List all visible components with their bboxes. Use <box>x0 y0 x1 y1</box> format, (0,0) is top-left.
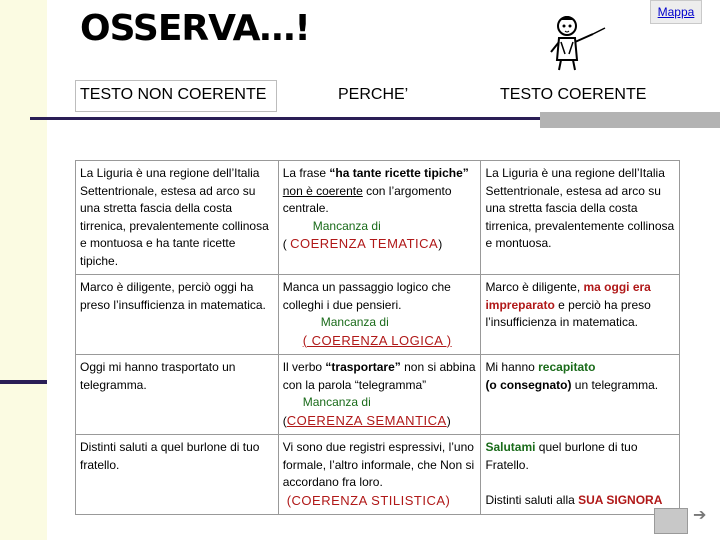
coherence-tag: (COERENZA STILISTICA) <box>286 492 451 508</box>
teacher-figure-icon <box>545 12 615 72</box>
highlight-text: Salutami <box>485 440 536 454</box>
highlight-text: ma oggi era impreparato <box>485 280 651 312</box>
cell-non-coerente: La Liguria è una regione dell’Italia Settentrionale, estesa ad arco su una stretta fascia della costa tirrenica, prevalentemente collinosa e montuosa e ha tante ricette tipiche. <box>76 161 279 275</box>
table-row <box>76 435 680 515</box>
cell-perche <box>278 275 481 355</box>
text: non si abbina con la parola “telegramma” <box>282 360 476 392</box>
text: un telegramma. <box>571 377 659 392</box>
header-testo-coerente: TESTO COERENTE <box>500 86 647 103</box>
highlight-text: recapitato <box>538 360 596 374</box>
comparison-table <box>75 160 680 515</box>
tag-open: ( <box>282 413 287 428</box>
cell-perche <box>278 355 481 435</box>
table-row <box>76 355 680 435</box>
header-divider-line <box>30 117 540 120</box>
text: Vi sono due registri espressivi, l’uno formale, l’altro informale, che Non si accordano fra loro. <box>282 440 475 489</box>
tag-open: ( <box>282 237 291 251</box>
sidebar-divider <box>0 380 47 384</box>
quoted-phrase: “ha tante ricette tipiche” <box>329 166 469 180</box>
cell-coerente: La Liguria è una regione dell’Italia Settentrionale, estesa ad arco su una stretta fascia della costa tirrenica, prevalentemente collinosa e montuosa. <box>481 161 680 275</box>
cell-non-coerente: Distinti saluti a quel burlone di tuo fratello. <box>76 435 279 515</box>
cell-non-coerente: Oggi mi hanno trasportato un telegramma. <box>76 355 279 435</box>
mancanza-label: Mancanza di <box>320 315 389 329</box>
mancanza-label: Mancanza di <box>302 395 371 409</box>
header-testo-non-coerente: TESTO NON COERENTE <box>80 86 267 103</box>
quoted-word: “trasportare” <box>325 360 401 374</box>
text: Distinti saluti alla <box>485 492 579 507</box>
text: Manca un passaggio logico che colleghi i due pensieri. <box>282 280 451 312</box>
coherence-tag: ( COERENZA LOGICA ) <box>302 332 452 348</box>
next-arrow-icon[interactable]: ➔ <box>693 507 707 524</box>
left-sidebar-band <box>0 0 47 540</box>
text: Mi hanno <box>485 360 539 374</box>
text: quel burlone di tuo Fratello. <box>485 440 638 472</box>
text: con l’argomento centrale. <box>282 183 452 215</box>
tag-close: ) <box>446 413 451 428</box>
coherence-tag: COERENZA SEMANTICA <box>286 412 447 428</box>
text-underlined: non è coerente <box>282 183 363 198</box>
tag-close: ) <box>438 237 443 251</box>
highlight-text: SUA SIGNORA <box>578 492 663 507</box>
page-title: OSSERVA…! <box>80 8 310 49</box>
text: Marco è diligente, <box>485 280 584 294</box>
navigation-icon[interactable] <box>654 508 688 534</box>
header-perche: PERCHE’ <box>338 86 409 103</box>
cell-perche <box>278 435 481 515</box>
text: e perciò ha preso l’insufficienza in matematica. <box>485 297 651 329</box>
table-row <box>76 275 680 355</box>
alternative-text: (o consegnato) <box>485 377 572 392</box>
table-row <box>76 161 680 275</box>
mappa-link[interactable]: Mappa <box>650 0 702 24</box>
cell-coerente <box>481 275 680 355</box>
cell-coerente <box>481 355 680 435</box>
coherence-tag: COERENZA TEMATICA <box>290 236 439 251</box>
cell-coerente <box>481 435 680 515</box>
text: La frase <box>282 166 330 180</box>
mancanza-label: Mancanza di <box>312 218 381 233</box>
header-divider-gray <box>540 112 720 128</box>
cell-perche <box>278 161 481 275</box>
text: Il verbo <box>282 360 326 374</box>
cell-non-coerente: Marco è diligente, perciò oggi ha preso l’insufficienza in matematica. <box>76 275 279 355</box>
